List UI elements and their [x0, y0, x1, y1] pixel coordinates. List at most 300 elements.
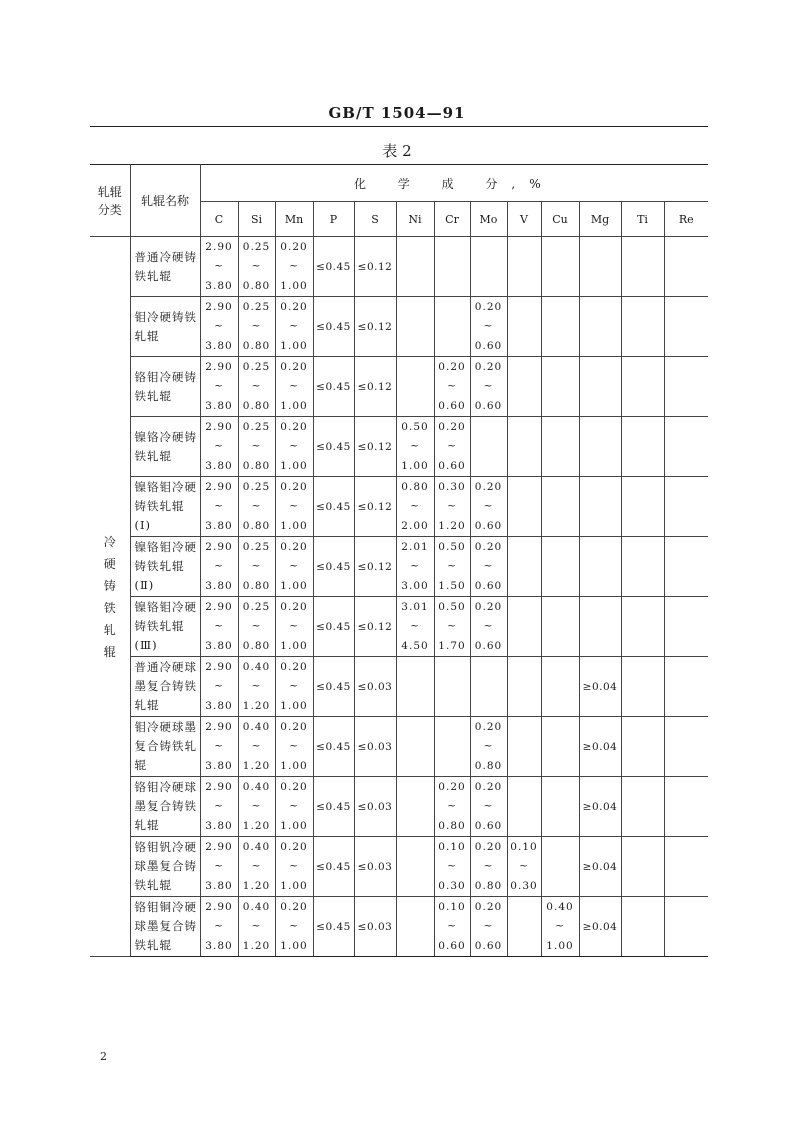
- range-separator: ~: [251, 680, 262, 692]
- range-separator: ~: [410, 620, 420, 632]
- range-max: 3.80: [205, 759, 233, 772]
- cell-mg: [579, 837, 621, 897]
- range-min: 2.90: [205, 300, 233, 313]
- range-separator: ~: [251, 920, 262, 932]
- cell-mn: [275, 237, 313, 297]
- limit-value: ≤0.12: [357, 561, 393, 573]
- roll-name: 普通冷硬球墨复合铸铁轧辊: [130, 657, 200, 717]
- cell-cr: [434, 417, 470, 477]
- range-separator: ~: [214, 440, 224, 452]
- cell-cr: [434, 357, 470, 417]
- range-max: 3.80: [205, 519, 233, 532]
- category-cell: [90, 237, 130, 957]
- cell-ni: [396, 717, 434, 777]
- range-min: 0.40: [242, 660, 271, 673]
- cell-p: [313, 417, 354, 477]
- cell-v: [507, 837, 541, 897]
- range-separator: ~: [251, 380, 262, 392]
- cell-s: [354, 717, 396, 777]
- range-min: 0.40: [242, 900, 271, 913]
- range-max: 0.80: [242, 399, 271, 412]
- cell-mg: [579, 657, 621, 717]
- table-row: [90, 477, 708, 537]
- cell-c: [200, 717, 238, 777]
- range-max: 0.80: [438, 819, 466, 832]
- range-value: [276, 781, 313, 833]
- cell-mn: [275, 297, 313, 357]
- limit-value: ≤0.12: [357, 501, 393, 513]
- cell-mn: [275, 897, 313, 957]
- range-max: 3.80: [205, 459, 233, 472]
- range-min: 0.40: [242, 780, 271, 793]
- cell-ni: [396, 777, 434, 837]
- range-separator: ~: [214, 380, 224, 392]
- range-separator: ~: [214, 620, 224, 632]
- range-separator: ~: [214, 860, 224, 872]
- range-max: 0.60: [474, 819, 503, 832]
- cell-mo: [470, 297, 507, 357]
- cell-c: [200, 597, 238, 657]
- cell-mo: [470, 417, 507, 477]
- range-max: 1.00: [280, 339, 308, 352]
- range-min: 0.20: [474, 540, 503, 553]
- cell-mn: [275, 417, 313, 477]
- limit-value: ≤0.03: [357, 921, 393, 933]
- cell-s: [354, 777, 396, 837]
- range-min: 0.20: [280, 900, 308, 913]
- limit-value: ≤0.45: [316, 501, 351, 513]
- cell-cu: [541, 837, 579, 897]
- roll-name: 钼冷硬铸铁轧辊: [130, 297, 200, 357]
- range-separator: ~: [251, 260, 262, 272]
- roll-name: 铬钼冷硬铸铁轧辊: [130, 357, 200, 417]
- range-min: 0.40: [242, 840, 271, 853]
- cell-ni: [396, 357, 434, 417]
- range-max: 1.20: [438, 519, 466, 532]
- cell-si: [238, 657, 275, 717]
- range-separator: ~: [251, 740, 262, 752]
- range-separator: ~: [214, 740, 224, 752]
- limit-value: ≤0.45: [316, 741, 351, 753]
- cell-v: [507, 297, 541, 357]
- range-min: 0.25: [242, 240, 271, 253]
- range-value: [276, 721, 313, 773]
- range-separator: ~: [289, 680, 299, 692]
- range-separator: ~: [483, 380, 494, 392]
- range-value: [239, 541, 275, 593]
- cell-ni: [396, 297, 434, 357]
- header-category-line2: 分类: [97, 202, 122, 217]
- range-value: [397, 541, 434, 593]
- range-min: 0.20: [280, 240, 308, 253]
- header-name: 轧辊名称: [130, 165, 200, 237]
- range-separator: ~: [289, 800, 299, 812]
- range-value: [435, 601, 470, 653]
- cell-mn: [275, 837, 313, 897]
- cell-v: [507, 597, 541, 657]
- category-char: 冷: [103, 534, 116, 549]
- range-value: [397, 421, 434, 473]
- range-separator: ~: [483, 920, 494, 932]
- cell-cu: [541, 657, 579, 717]
- cell-cu: [541, 597, 579, 657]
- cell-ti: [621, 657, 664, 717]
- cell-ti: [621, 357, 664, 417]
- cell-p: [313, 657, 354, 717]
- cell-c: [200, 477, 238, 537]
- cell-si: [238, 717, 275, 777]
- range-max: 3.80: [205, 819, 233, 832]
- range-max: 2.00: [401, 519, 429, 532]
- table-row: [90, 417, 708, 477]
- range-separator: ~: [483, 560, 494, 572]
- table-title: 表 2: [382, 142, 412, 160]
- range-min: 0.20: [474, 780, 503, 793]
- range-min: 0.40: [546, 900, 574, 913]
- header-element-re: Re: [664, 202, 708, 237]
- range-value: [435, 541, 470, 593]
- cell-mg: [579, 597, 621, 657]
- cell-c: [200, 837, 238, 897]
- range-min: 2.90: [205, 480, 233, 493]
- cell-v: [507, 237, 541, 297]
- range-value: [471, 781, 507, 833]
- cell-re: [664, 657, 708, 717]
- range-value: [276, 301, 313, 353]
- cell-cr: [434, 597, 470, 657]
- cell-cr: [434, 777, 470, 837]
- range-separator: ~: [214, 260, 224, 272]
- cell-cr: [434, 897, 470, 957]
- cell-v: [507, 537, 541, 597]
- cell-mo: [470, 597, 507, 657]
- range-separator: ~: [214, 800, 224, 812]
- range-separator: ~: [289, 920, 299, 932]
- range-max: 1.20: [242, 939, 271, 952]
- cell-mo: [470, 537, 507, 597]
- range-max: 0.80: [242, 279, 271, 292]
- range-separator: ~: [251, 560, 262, 572]
- cell-s: [354, 657, 396, 717]
- cell-cu: [541, 237, 579, 297]
- cell-c: [200, 297, 238, 357]
- header-element-ni: Ni: [396, 202, 434, 237]
- range-value: [435, 361, 470, 413]
- cell-cr: [434, 297, 470, 357]
- limit-value: ≥0.04: [582, 861, 618, 873]
- range-max: 3.80: [205, 879, 233, 892]
- range-min: 0.25: [242, 360, 271, 373]
- range-min: 0.20: [474, 720, 503, 733]
- cell-ti: [621, 237, 664, 297]
- range-max: 3.80: [205, 939, 233, 952]
- table-row: [90, 897, 708, 957]
- range-value: [239, 601, 275, 653]
- limit-value: ≤0.03: [357, 741, 393, 753]
- cell-mn: [275, 357, 313, 417]
- cell-si: [238, 297, 275, 357]
- range-value: [435, 901, 470, 953]
- range-max: 1.00: [280, 819, 308, 832]
- cell-s: [354, 537, 396, 597]
- range-separator: ~: [447, 500, 457, 512]
- limit-value: ≤0.45: [316, 681, 351, 693]
- cell-cu: [541, 717, 579, 777]
- cell-cr: [434, 657, 470, 717]
- range-max: 3.00: [401, 579, 429, 592]
- range-separator: ~: [555, 920, 565, 932]
- range-separator: ~: [251, 320, 262, 332]
- cell-mg: [579, 537, 621, 597]
- range-max: 1.00: [546, 939, 574, 952]
- cell-v: [507, 717, 541, 777]
- range-value: [201, 481, 238, 533]
- range-max: 1.00: [280, 759, 308, 772]
- range-max: 1.20: [242, 699, 271, 712]
- range-separator: ~: [519, 860, 529, 872]
- cell-si: [238, 237, 275, 297]
- cell-s: [354, 357, 396, 417]
- range-separator: ~: [214, 560, 224, 572]
- cell-cu: [541, 417, 579, 477]
- range-max: 0.30: [438, 879, 466, 892]
- range-min: 2.90: [205, 900, 233, 913]
- cell-cr: [434, 477, 470, 537]
- range-max: 1.00: [280, 519, 308, 532]
- cell-mn: [275, 537, 313, 597]
- cell-re: [664, 417, 708, 477]
- range-value: [471, 481, 507, 533]
- range-min: 0.20: [280, 300, 308, 313]
- range-min: 0.20: [280, 840, 308, 853]
- cell-si: [238, 777, 275, 837]
- range-value: [239, 481, 275, 533]
- limit-value: ≤0.12: [357, 381, 393, 393]
- range-max: 0.60: [438, 399, 466, 412]
- range-separator: ~: [483, 800, 494, 812]
- range-max: 0.60: [438, 459, 466, 472]
- cell-cu: [541, 357, 579, 417]
- range-value: [201, 901, 238, 953]
- cell-p: [313, 477, 354, 537]
- table-body: [90, 237, 708, 957]
- range-value: [397, 601, 434, 653]
- composition-table: [90, 164, 708, 957]
- cell-si: [238, 417, 275, 477]
- range-max: 1.00: [280, 879, 308, 892]
- cell-cu: [541, 897, 579, 957]
- range-max: 1.00: [280, 399, 308, 412]
- range-max: 0.80: [242, 579, 271, 592]
- cell-re: [664, 777, 708, 837]
- range-min: 0.20: [280, 360, 308, 373]
- range-max: 3.80: [205, 579, 233, 592]
- limit-value: ≥0.04: [582, 681, 618, 693]
- range-separator: ~: [483, 620, 494, 632]
- range-min: 0.20: [474, 480, 503, 493]
- cell-p: [313, 537, 354, 597]
- range-value: [201, 541, 238, 593]
- range-min: 3.01: [401, 600, 429, 613]
- range-max: 3.80: [205, 699, 233, 712]
- cell-v: [507, 897, 541, 957]
- range-max: 0.80: [242, 459, 271, 472]
- range-min: 0.25: [242, 300, 271, 313]
- range-min: 2.90: [205, 660, 233, 673]
- range-min: 2.90: [205, 420, 233, 433]
- range-min: 2.90: [205, 840, 233, 853]
- range-max: 1.00: [280, 639, 308, 652]
- cell-p: [313, 597, 354, 657]
- range-separator: ~: [251, 500, 262, 512]
- cell-ti: [621, 897, 664, 957]
- cell-cu: [541, 537, 579, 597]
- cell-mn: [275, 477, 313, 537]
- range-max: 3.80: [205, 639, 233, 652]
- cell-mn: [275, 657, 313, 717]
- range-min: 0.20: [438, 360, 466, 373]
- range-min: 0.10: [510, 840, 538, 853]
- cell-si: [238, 477, 275, 537]
- limit-value: ≤0.12: [357, 441, 393, 453]
- range-value: [276, 841, 313, 893]
- range-min: 0.50: [401, 420, 429, 433]
- cell-ni: [396, 597, 434, 657]
- header-element-c: C: [200, 202, 238, 237]
- cell-mn: [275, 717, 313, 777]
- cell-c: [200, 897, 238, 957]
- range-value: [471, 301, 507, 353]
- range-separator: ~: [214, 920, 224, 932]
- cell-v: [507, 357, 541, 417]
- cell-mg: [579, 357, 621, 417]
- limit-value: ≤0.45: [316, 561, 351, 573]
- range-value: [201, 241, 238, 293]
- cell-p: [313, 357, 354, 417]
- range-value: [239, 781, 275, 833]
- range-max: 0.80: [242, 519, 271, 532]
- range-min: 0.30: [438, 480, 466, 493]
- range-min: 2.90: [205, 600, 233, 613]
- cell-mo: [470, 897, 507, 957]
- limit-value: ≤0.45: [316, 381, 351, 393]
- table-row: [90, 837, 708, 897]
- range-value: [201, 721, 238, 773]
- range-separator: ~: [483, 320, 494, 332]
- cell-mo: [470, 477, 507, 537]
- range-max: 0.80: [242, 339, 271, 352]
- cell-si: [238, 357, 275, 417]
- range-value: [239, 361, 275, 413]
- range-min: 2.90: [205, 780, 233, 793]
- cell-c: [200, 777, 238, 837]
- cell-mo: [470, 657, 507, 717]
- range-value: [471, 541, 507, 593]
- header-chemical-composition: 化 学 成 分,%: [200, 165, 708, 202]
- range-value: [276, 541, 313, 593]
- range-value: [201, 301, 238, 353]
- range-separator: ~: [447, 860, 457, 872]
- range-min: 0.20: [280, 420, 308, 433]
- range-min: 2.90: [205, 720, 233, 733]
- range-min: 0.25: [242, 600, 271, 613]
- cell-si: [238, 837, 275, 897]
- range-separator: ~: [289, 320, 299, 332]
- cell-cr: [434, 837, 470, 897]
- cell-mg: [579, 477, 621, 537]
- range-separator: ~: [289, 260, 299, 272]
- range-value: [201, 781, 238, 833]
- cell-ni: [396, 897, 434, 957]
- limit-value: ≤0.45: [316, 621, 351, 633]
- cell-mn: [275, 777, 313, 837]
- category-char: 铸: [103, 578, 116, 593]
- range-max: 1.00: [280, 279, 308, 292]
- limit-value: ≤0.45: [316, 921, 351, 933]
- range-separator: ~: [289, 380, 299, 392]
- header-element-s: S: [354, 202, 396, 237]
- range-separator: ~: [410, 440, 420, 452]
- range-min: 2.90: [205, 240, 233, 253]
- range-value: [201, 661, 238, 713]
- range-separator: ~: [289, 620, 299, 632]
- range-min: 0.20: [474, 360, 503, 373]
- roll-name: 铬钼钒冷硬球墨复合铸铁轧辊: [130, 837, 200, 897]
- range-value: [239, 421, 275, 473]
- range-separator: ~: [483, 860, 494, 872]
- range-separator: ~: [251, 620, 262, 632]
- range-max: 0.60: [474, 339, 503, 352]
- range-value: [435, 421, 470, 473]
- header-element-ti: Ti: [621, 202, 664, 237]
- range-separator: ~: [289, 860, 299, 872]
- range-max: 0.60: [474, 639, 503, 652]
- range-min: 2.01: [401, 540, 429, 553]
- cell-v: [507, 417, 541, 477]
- cell-p: [313, 297, 354, 357]
- range-max: 0.30: [510, 879, 538, 892]
- cell-ni: [396, 477, 434, 537]
- limit-value: ≤0.45: [316, 321, 351, 333]
- limit-value: ≥0.04: [582, 921, 618, 933]
- range-separator: ~: [214, 680, 224, 692]
- limit-value: ≤0.12: [357, 321, 393, 333]
- range-min: 0.50: [438, 600, 466, 613]
- category-char: 辊: [103, 644, 116, 659]
- limit-value: ≤0.45: [316, 861, 351, 873]
- header-element-si: Si: [238, 202, 275, 237]
- cell-si: [238, 597, 275, 657]
- cell-re: [664, 237, 708, 297]
- cell-v: [507, 777, 541, 837]
- roll-name: 普通冷硬铸铁轧辊: [130, 237, 200, 297]
- roll-name: 铬钼冷硬球墨复合铸铁轧辊: [130, 777, 200, 837]
- range-max: 1.20: [242, 759, 271, 772]
- range-value: [435, 841, 470, 893]
- cell-re: [664, 717, 708, 777]
- cell-mg: [579, 237, 621, 297]
- cell-c: [200, 357, 238, 417]
- range-max: 3.80: [205, 399, 233, 412]
- cell-mg: [579, 777, 621, 837]
- cell-si: [238, 537, 275, 597]
- range-separator: ~: [289, 740, 299, 752]
- range-value: [471, 361, 507, 413]
- range-min: 2.90: [205, 360, 233, 373]
- cell-re: [664, 837, 708, 897]
- cell-s: [354, 897, 396, 957]
- limit-value: ≤0.03: [357, 861, 393, 873]
